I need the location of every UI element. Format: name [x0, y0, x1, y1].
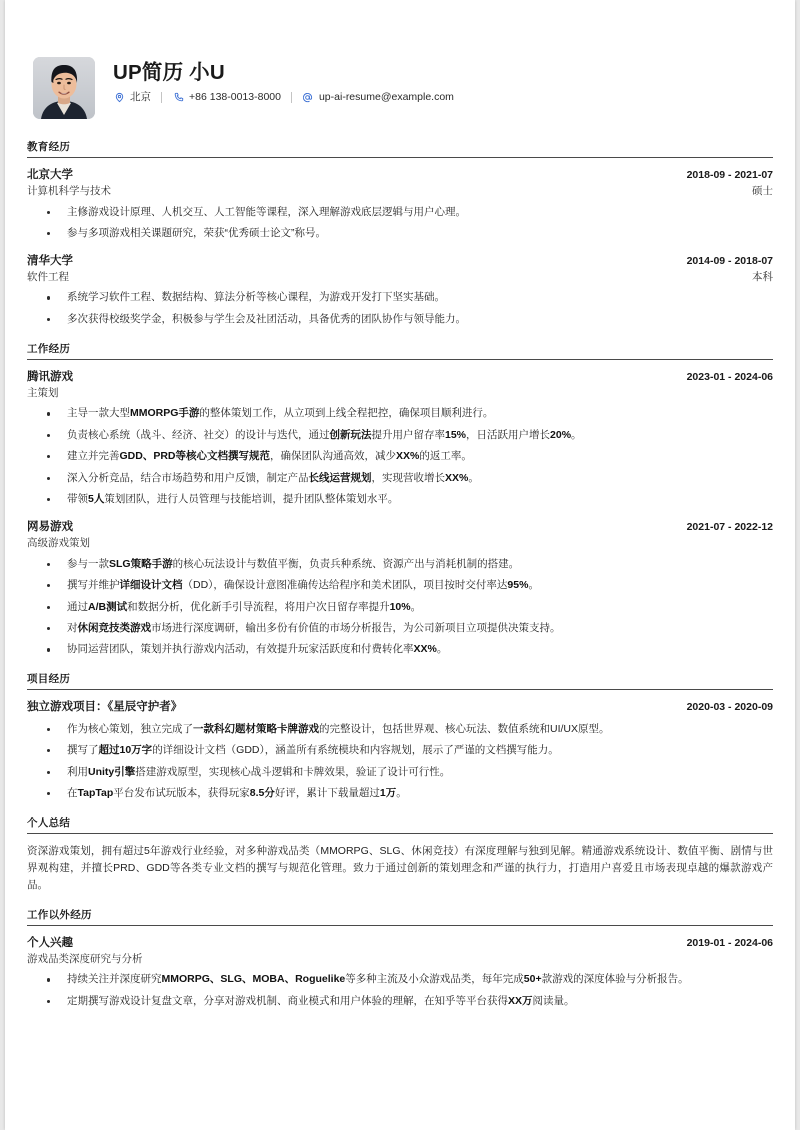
entry-subheader-row [27, 535, 773, 551]
resume-entry [27, 699, 773, 802]
entry-subheader-row [27, 385, 773, 401]
entry-title: 个人兴趣 [27, 936, 73, 949]
bullet-item: 在TapTap平台发布试玩版本，获得玩家8.5分好评，累计下载量超过1万。 [27, 786, 773, 802]
bullet-item: 系统学习软件工程、数据结构、算法分析等核心课程，为游戏开发打下坚实基础。 [27, 290, 773, 306]
bullet-item: 参与多项游戏相关课题研究，荣获“优秀硕士论文”称号。 [27, 226, 773, 242]
resume-section [27, 139, 773, 328]
section-title: 个人总结 [27, 816, 71, 829]
contact-row [113, 92, 773, 104]
entry-subtitle: 软件工程 [27, 271, 69, 284]
resume-section [27, 341, 773, 659]
resume-section [27, 671, 773, 802]
section-title: 项目经历 [27, 673, 71, 686]
entry-date: 2014-09 - 2018-07 [686, 254, 773, 267]
bullet-item: 协同运营团队，策划并执行游戏内活动，有效提升玩家活跃度和付费转化率XX%。 [27, 642, 773, 658]
bullet-item: 主修游戏设计原理、人机交互、人工智能等课程，深入理解游戏底层逻辑与用户心理。 [27, 205, 773, 221]
header-info [113, 57, 773, 104]
entry-title: 独立游戏项目：《星辰守护者》 [27, 701, 183, 714]
contact-divider [161, 92, 162, 103]
entry-date: 2019-01 - 2024-06 [686, 936, 773, 949]
bullet-item: 参与一款SLG策略手游的核心玩法设计与数值平衡，负责兵种系统、资源产出与消耗机制的搭建。 [27, 557, 773, 573]
bullet-item: 带领5人策划团队，进行人员管理与技能培训，提升团队整体策划水平。 [27, 492, 773, 508]
entry-degree: 硕士 [752, 185, 773, 198]
entry-date: 2018-09 - 2021-07 [686, 169, 773, 181]
section-divider [27, 925, 773, 926]
resume-entry [27, 935, 773, 1010]
resume-section [27, 815, 773, 894]
section-title: 工作以外经历 [27, 908, 92, 921]
resume-entry [27, 369, 773, 508]
entry-header-row [27, 699, 773, 716]
section-divider [27, 157, 773, 158]
entry-title: 北京大学 [27, 169, 73, 181]
entry-header-row [27, 253, 773, 270]
entry-date: 2021-07 - 2022-12 [686, 521, 773, 534]
entry-title: 腾讯游戏 [27, 370, 73, 383]
bullet-item: 持续关注并深度研究MMORPG、SLG、MOBA、Roguelike等多种主流及小众游戏品类，每年完成50+款游戏的深度体验与分析报告。 [27, 972, 773, 988]
entry-title: 清华大学 [27, 254, 73, 267]
entry-bullet-list [27, 722, 773, 802]
bullet-item: 深入分析竞品，结合市场趋势和用户反馈，制定产品长线运营规划，实现营收增长XX%。 [27, 471, 773, 487]
page-title: UP简历 小U [113, 61, 225, 84]
entry-header-row [27, 167, 773, 184]
entry-bullet-list [27, 290, 773, 327]
entry-subtitle: 主策划 [27, 387, 59, 400]
bullet-item: 定期撰写游戏设计复盘文章，分享对游戏机制、商业模式和用户体验的理解，在知乎等平台获得XX万阅读量。 [27, 994, 773, 1010]
entry-bullet-list [27, 205, 773, 242]
location-pin-icon [113, 92, 125, 104]
bullet-item: 撰写了超过10万字的详细设计文档（GDD），涵盖所有系统模块和内容规划，展示了严谨的文档撰写能力。 [27, 743, 773, 759]
phone-icon [172, 92, 184, 104]
bullet-item: 撰写并维护详细设计文档（DD），确保设计意图准确传达给程序和美术团队，项目按时交付率达95%。 [27, 578, 773, 594]
contact-location[interactable] [113, 92, 151, 104]
contact-email[interactable] [302, 92, 454, 104]
entry-subtitle: 游戏品类深度研究与分析 [27, 953, 143, 966]
entry-subheader-row [27, 269, 773, 285]
entry-title: 网易游戏 [27, 521, 73, 534]
bullet-item: 对休闲竞技类游戏市场进行深度调研，输出多份有价值的市场分析报告，为公司新项目立项提供决策支持。 [27, 621, 773, 637]
entry-date: 2023-01 - 2024-06 [686, 370, 773, 383]
entry-header-row [27, 519, 773, 536]
summary-paragraph: 资深游戏策划，拥有超过5年游戏行业经验，对多种游戏品类（MMORPG、SLG、休闲竞技）有深度理解与独到见解。精通游戏系统设计、数值平衡、剧情与世界观构建，并擅长PRD、GDD等各类专业文档的撰写与规范化管理。致力于通过创新的策划理念和严谨的执行力，打造用户喜爱且市场表现卓越的爆款游戏产品。 [27, 844, 773, 891]
avatar [33, 57, 95, 119]
bullet-item: 利用Unity引擎搭建游戏原型，实现核心战斗逻辑和卡牌效果，验证了设计可行性。 [27, 765, 773, 781]
resume-entry [27, 519, 773, 658]
bullet-item: 多次获得校级奖学金，积极参与学生会及社团活动，具备优秀的团队协作与领导能力。 [27, 312, 773, 328]
resume-entry [27, 167, 773, 242]
entry-subheader-row [27, 183, 773, 199]
entry-subtitle: 高级游戏策划 [27, 537, 90, 550]
contact-phone-text: +86 138-0013-8000 [189, 91, 281, 104]
resume-page [5, 0, 795, 1130]
resume-section [27, 907, 773, 1010]
resume-header [27, 0, 773, 135]
entry-bullet-list [27, 406, 773, 508]
section-title: 教育经历 [27, 141, 71, 153]
bullet-item: 建立并完善GDD、PRD等核心文档撰写规范，确保团队沟通高效，减少XX%的返工率。 [27, 449, 773, 465]
entry-subheader-row [27, 951, 773, 967]
resume-sections [27, 139, 773, 1010]
bullet-item: 主导一款大型MMORPG手游的整体策划工作，从立项到上线全程把控，确保项目顺利进行。 [27, 406, 773, 422]
entry-degree: 本科 [752, 271, 773, 284]
section-divider [27, 833, 773, 834]
bullet-item: 负责核心系统（战斗、经济、社交）的设计与迭代，通过创新玩法提升用户留存率15%，日活跃用户增长20%。 [27, 428, 773, 444]
contact-divider [291, 92, 292, 103]
entry-bullet-list [27, 972, 773, 1009]
bullet-item: 通过A/B测试和数据分析，优化新手引导流程，将用户次日留存率提升10%。 [27, 600, 773, 616]
entry-header-row [27, 935, 773, 952]
entry-date: 2020-03 - 2020-09 [686, 701, 773, 714]
entry-bullet-list [27, 557, 773, 659]
resume-entry [27, 253, 773, 328]
contact-email-text: up-ai-resume@example.com [318, 91, 454, 104]
entry-subtitle: 计算机科学与技术 [27, 185, 111, 198]
contact-phone[interactable] [172, 92, 281, 104]
email-at-icon [302, 92, 314, 104]
entry-header-row [27, 369, 773, 386]
section-divider [27, 359, 773, 360]
profile-photo-icon [33, 57, 95, 119]
section-divider [27, 689, 773, 690]
bullet-item: 作为核心策划，独立完成了一款科幻题材策略卡牌游戏的完整设计，包括世界观、核心玩法、数值系统和UI/UX原型。 [27, 722, 773, 738]
section-title: 工作经历 [27, 342, 71, 355]
contact-location-text: 北京 [130, 91, 151, 104]
